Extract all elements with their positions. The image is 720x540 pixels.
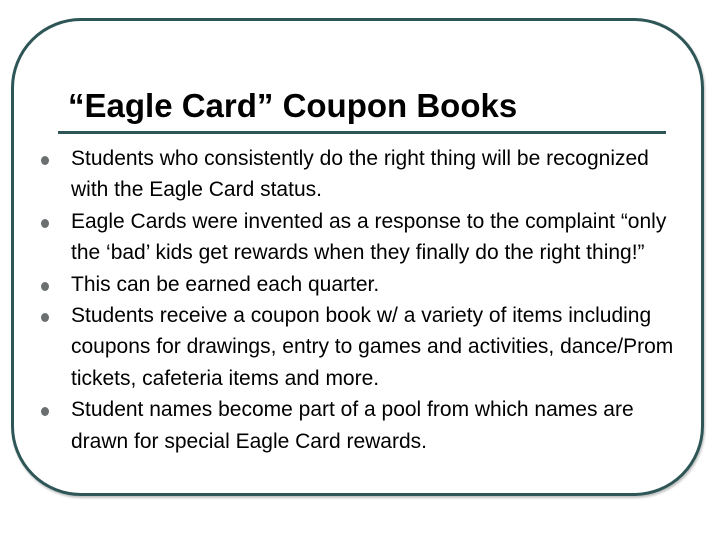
slide-title: “Eagle Card” Coupon Books — [68, 87, 518, 124]
bullet-text: Students receive a coupon book w/ a variety of items including coupons for drawings, entry to games and activities, dance/Prom tickets, cafeteria items and more. — [71, 304, 674, 390]
bullet-text: This can be earned each quarter. — [71, 272, 380, 296]
bullet-list — [40, 143, 680, 457]
bullet-dot-icon — [41, 407, 49, 416]
bullet-text: Students who consistently do the right thing will be recognized with the Eagle Card status. — [71, 147, 649, 202]
bullet-item — [40, 206, 680, 269]
bullet-item — [40, 394, 680, 457]
title-divider — [58, 131, 666, 134]
bullet-dot-icon — [41, 313, 49, 322]
bullet-dot-icon — [41, 282, 49, 291]
bullet-item — [40, 269, 680, 300]
bullet-item — [40, 300, 680, 394]
bullet-text: Student names become part of a pool from which names are drawn for special Eagle Card rewards. — [71, 398, 634, 453]
bullet-dot-icon — [41, 156, 49, 165]
bullet-item — [40, 143, 680, 206]
bullet-dot-icon — [41, 219, 49, 228]
bullet-text: Eagle Cards were invented as a response to the complaint “only the ‘bad’ kids get rewards when they finally do the right thing!” — [71, 209, 667, 265]
